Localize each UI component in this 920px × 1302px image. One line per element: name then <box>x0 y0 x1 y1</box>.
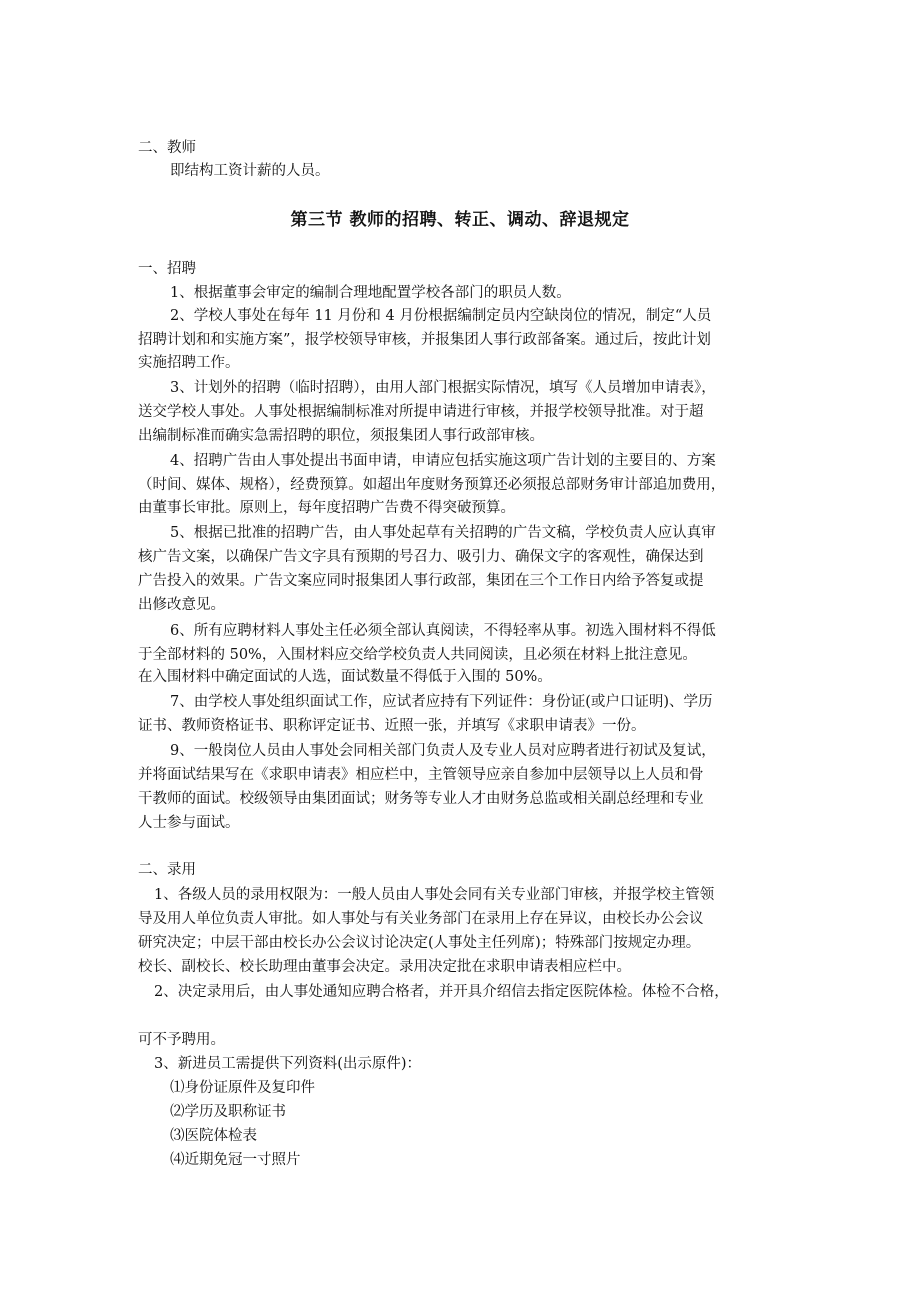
recruitment-line: 送交学校人事处。人事处根据编制标准对所提申请进行审核，并报学校领导批准。对于超 <box>138 404 704 420</box>
recruitment-line: 人士参与面试。 <box>138 815 240 831</box>
document-list-item: ⑶医院体检表 <box>170 1128 257 1144</box>
hiring-line: 研究决定；中层干部由校长办公会议讨论决定(人事处主任列席)；特殊部门按规定办理。 <box>138 935 701 951</box>
document-list-item: ⑵学历及职称证书 <box>170 1104 286 1120</box>
hiring-line: 2、决定录用后，由人事处通知应聘合格者，并开具介绍信去指定医院体检。体检不合格， <box>154 984 729 1000</box>
recruitment-line: 广告投入的效果。广告文案应同时报集团人事行政部，集团在三个工作日内给予答复或提 <box>138 573 704 589</box>
section-title: 第三节 教师的招聘、转正、调动、辞退规定 <box>290 210 630 230</box>
recruitment-line: 5、根据已批准的招聘广告，由人事处起草有关招聘的广告文稿，学校负责人应认真审 <box>170 525 716 541</box>
recruitment-line: 出修改意见。 <box>138 597 225 613</box>
hiring-line: 导及用人单位负责人审批。如人事处与有关业务部门在录用上存在异议，由校长办公会议 <box>138 911 704 927</box>
recruitment-line: （时间、媒体、规格），经费预算。如超出年度财务预算还必须报总部财务审计部追加费用， <box>138 477 726 493</box>
recruitment-line: 实施招聘工作。 <box>138 355 240 371</box>
hiring-line: 校长、副校长、校长助理由董事会决定。录用决定批在求职申请表相应栏中。 <box>138 959 631 975</box>
recruitment-line: 6、所有应聘材料人事处主任必须全部认真阅读，不得轻率从事。初选入围材料不得低 <box>170 623 716 639</box>
recruitment-line: 证书、教师资格证书、职称评定证书、近照一张，并填写《求职申请表》一份。 <box>138 718 646 734</box>
hiring-line: 1、各级人员的录用权限为：一般人员由人事处会同有关专业部门审核，并报学校主管领 <box>154 887 715 903</box>
recruitment-line: 招聘计划和和实施方案”，报学校领导审核，并报集团人事行政部备案。通过后，按此计划 <box>138 332 711 348</box>
recruitment-line: 并将面试结果写在《求职申请表》相应栏中，主管领导应亲自参加中层领导以上人员和骨 <box>138 767 704 783</box>
hiring-line: 3、新进员工需提供下列资料(出示原件)： <box>154 1056 422 1072</box>
recruitment-line: 干教师的面试。校级领导由集团面试；财务等专业人才由财务总监或相关副总经理和专业 <box>138 791 704 807</box>
recruitment-line: 由董事长审批。原则上，每年度招聘广告费不得突破预算。 <box>138 500 515 516</box>
recruitment-line: 7、由学校人事处组织面试工作，应试者应持有下列证件：身份证(或户口证明)、学历 <box>170 694 713 710</box>
recruitment-line: 核广告文案，以确保广告文字具有预期的号召力、吸引力、确保文字的客观性，确保达到 <box>138 549 704 565</box>
recruitment-line: 1、根据董事会审定的编制合理地配置学校各部门的职员人数。 <box>170 285 571 301</box>
recruitment-line: 2、学校人事处在每年 11 月份和 4 月份根据编制定员内空缺岗位的情况，制定“人员 <box>170 308 712 324</box>
recruitment-line: 在入围材料中确定面试的人选，面试数量不得低于入围的 50%。 <box>138 669 552 685</box>
recruitment-line: 出编制标准而确实急需招聘的职位，须报集团人事行政部审核。 <box>138 428 544 444</box>
hiring-line: 可不予聘用。 <box>138 1032 225 1048</box>
section-heading-teacher: 二、教师 <box>138 140 196 156</box>
document-list-item: ⑴身份证原件及复印件 <box>170 1080 315 1096</box>
teacher-definition: 即结构工资计薪的人员。 <box>170 163 330 179</box>
recruitment-line: 4、招聘广告由人事处提出书面申请，申请应包括实施这项广告计划的主要目的、方案 <box>170 453 716 469</box>
recruitment-line: 3、计划外的招聘（临时招聘），由用人部门根据实际情况，填写《人员增加申请表》， <box>170 380 716 396</box>
recruitment-line: 于全部材料的 50%，入围材料应交给学校负责人共同阅读，且必须在材料上批注意见。 <box>138 647 697 663</box>
hiring-heading: 二、录用 <box>138 862 196 878</box>
recruitment-line: 9、一般岗位人员由人事处会同相关部门负责人及专业人员对应聘者进行初试及复试， <box>170 743 716 759</box>
recruitment-heading: 一、招聘 <box>138 261 196 277</box>
document-list-item: ⑷近期免冠一寸照片 <box>170 1152 301 1168</box>
